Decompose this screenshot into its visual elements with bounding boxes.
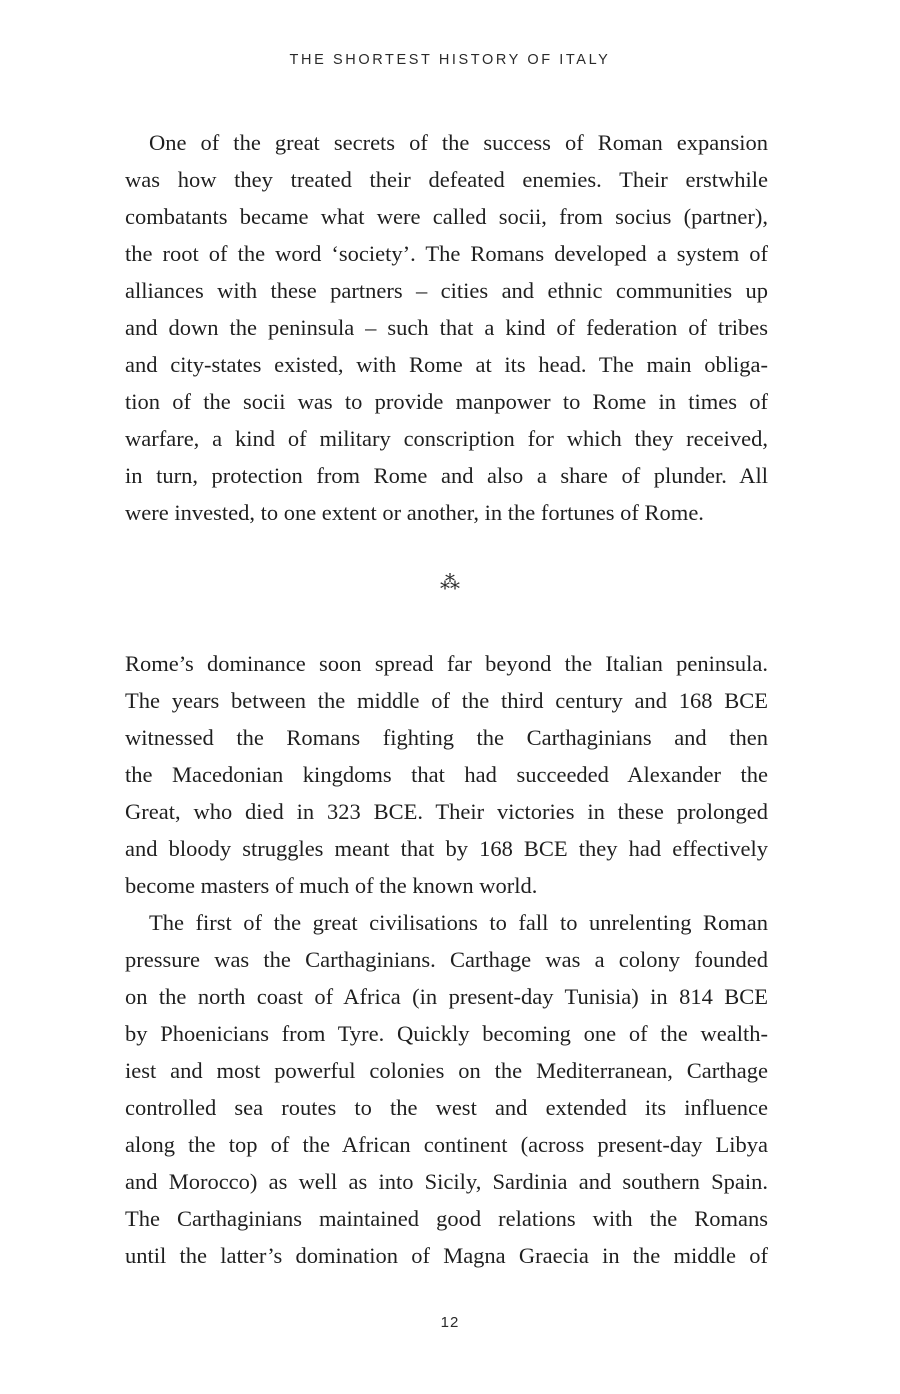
paragraph-roman-expansion [125, 124, 768, 531]
text-line: and Morocco) as well as into Sicily, Sardinia and southern Spain. [125, 1169, 768, 1194]
text-line: The years between the middle of the third century and 168 BCE [125, 688, 768, 713]
text-line: the Macedonian kingdoms that had succeeded Alexander the [125, 762, 768, 787]
text-line: and city-states existed, with Rome at its head. The main obliga- [125, 352, 768, 377]
text-line: tion of the socii was to provide manpower to Rome in times of [125, 389, 768, 414]
text-line: The Carthaginians maintained good relations with the Romans [125, 1206, 768, 1231]
text-line: until the latter’s domination of Magna Graecia in the middle of [125, 1243, 768, 1268]
text-line: and down the peninsula – such that a kind of federation of tribes [125, 315, 768, 340]
page-number: 12 [440, 1314, 460, 1331]
text-line: become masters of much of the known world. [125, 873, 538, 898]
text-line: Rome’s dominance soon spread far beyond the Italian peninsula. [125, 651, 768, 676]
text-line: along the top of the African continent (across present-day Libya [125, 1132, 768, 1157]
text-line: was how they treated their defeated enemies. Their erstwhile [125, 167, 768, 192]
text-line: iest and most powerful colonies on the Mediterranean, Carthage [125, 1058, 768, 1083]
text-line: by Phoenicians from Tyre. Quickly becoming one of the wealth- [125, 1021, 768, 1046]
text-line: The first of the great civilisations to fall to unrelenting Roman [149, 910, 768, 935]
section-break-ornament: ⁂ [440, 572, 460, 594]
text-line: and bloody struggles meant that by 168 BCE they had effectively [125, 836, 768, 861]
text-line: alliances with these partners – cities and ethnic communities up [125, 278, 768, 303]
paragraph-rome-dominance [125, 645, 768, 904]
text-line: combatants became what were called socii, from socius (partner), [125, 204, 768, 229]
text-line: on the north coast of Africa (in present-day Tunisia) in 814 BCE [125, 984, 768, 1009]
text-line: witnessed the Romans fighting the Carthaginians and then [125, 725, 768, 750]
text-line: in turn, protection from Rome and also a share of plunder. All [125, 463, 768, 488]
text-line: pressure was the Carthaginians. Carthage was a colony founded [125, 947, 768, 972]
text-line: controlled sea routes to the west and extended its influence [125, 1095, 768, 1120]
text-line: warfare, a kind of military conscription for which they received, [125, 426, 768, 451]
text-line: were invested, to one extent or another, in the fortunes of Rome. [125, 500, 704, 525]
text-line: the root of the word ‘society’. The Romans developed a system of [125, 241, 768, 266]
paragraph-carthaginians [125, 904, 768, 1274]
text-line: Great, who died in 323 BCE. Their victories in these prolonged [125, 799, 768, 824]
text-line: One of the great secrets of the success of Roman expansion [149, 130, 768, 155]
running-head: THE SHORTEST HISTORY OF ITALY [289, 52, 611, 68]
